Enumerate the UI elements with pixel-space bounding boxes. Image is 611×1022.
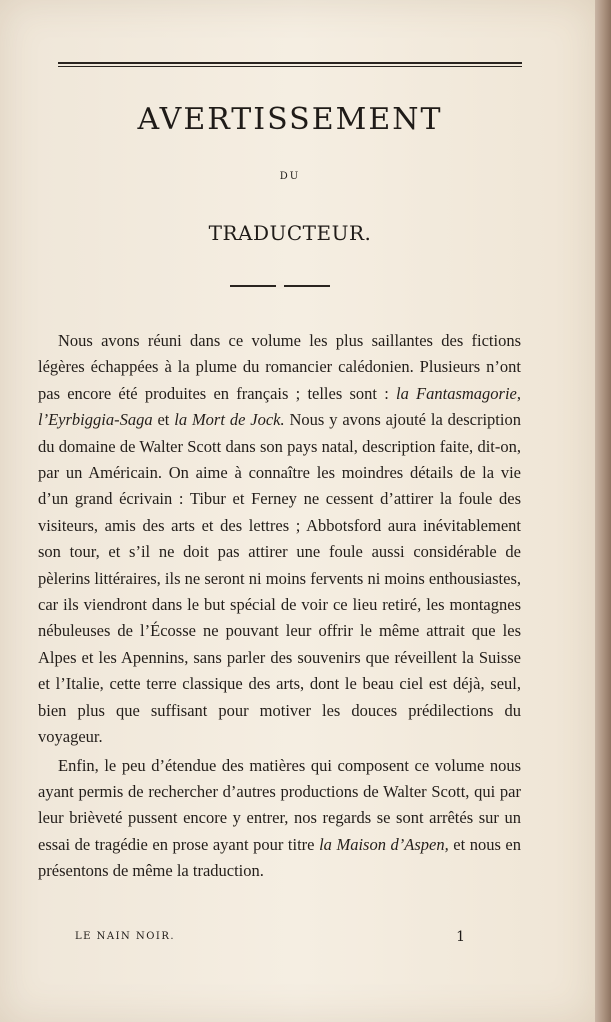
page-edge	[595, 0, 611, 1022]
work-title-mort-de-jock: la Mort de Jock.	[174, 410, 285, 430]
printer-signature: LE NAIN NOIR.	[75, 931, 176, 942]
paragraph-2-text-b: et nous en présentons de même la traduction.	[38, 834, 522, 881]
ornamental-rule	[230, 285, 330, 287]
paragraph-1-text-a: Nous avons réuni dans ce volume les plus saillantes des fictions légères échappées à la plume du romancier calédonien. Plusieurs n’ont pas encore été produites en français ; telles sont :	[38, 331, 521, 403]
paragraph-1	[38, 328, 521, 751]
work-title-fantasmagorie: la Fantasmagorie	[395, 383, 517, 403]
paragraph-1-text-b: ,	[516, 383, 521, 403]
paragraph-1-text-d: Nous y avons ajouté la description du domaine de Walter Scott dans son pays natal, description faite, dit-on, par un Américain. On aime à connaître les moindres détails de la vie d’un grand écrivain : Tibur et Ferney ne cessent d’attirer la foule des visiteurs, amis des arts et des lettres ; Abbotsford aura inévitablement son tour, et s’il ne doit pas attirer une foule aussi considérable de pèlerins littéraires, ils ne seront ni moins fervents ni moins enthousiastes, car ils viendront dans le but spécial de voir ce lieu retiré, les montagnes nébuleuses de l’Écosse ne pouvant leur offrir le même attrait que les Alpes et les Apennins, sans parler des souvenirs que réveillent la Suisse et l’Italie, cette terre classique des arts, dont le beau ciel est déjà, seul, bien plus que suffisant pour motiver les douces prédilections du voyageur.	[38, 410, 521, 747]
title-connector: DU	[279, 171, 301, 182]
page-footer	[75, 928, 465, 946]
page-number: 1	[456, 929, 465, 945]
paragraph-2-text-a: Enfin, le peu d’étendue des matières qui composent ce volume nous ayant permis de rechercher d’autres productions de Walter Scott, qui par leur brièveté pussent encore y entrer, nos regards se sont arrêtés sur un essai de tragédie en prose ayant pour titre	[38, 755, 521, 854]
paragraph-1-text-c: et	[152, 410, 175, 430]
paragraph-2	[38, 753, 521, 885]
work-title-maison-d-aspen: la Maison d’Aspen,	[319, 834, 449, 854]
body-text	[38, 328, 521, 885]
work-title-eyrbiggia-saga: l’Eyrbiggia-Saga	[38, 410, 153, 430]
page-subtitle: TRADUCTEUR.	[208, 221, 372, 245]
top-double-rule	[58, 62, 522, 67]
page-title: AVERTISSEMENT	[137, 102, 443, 137]
